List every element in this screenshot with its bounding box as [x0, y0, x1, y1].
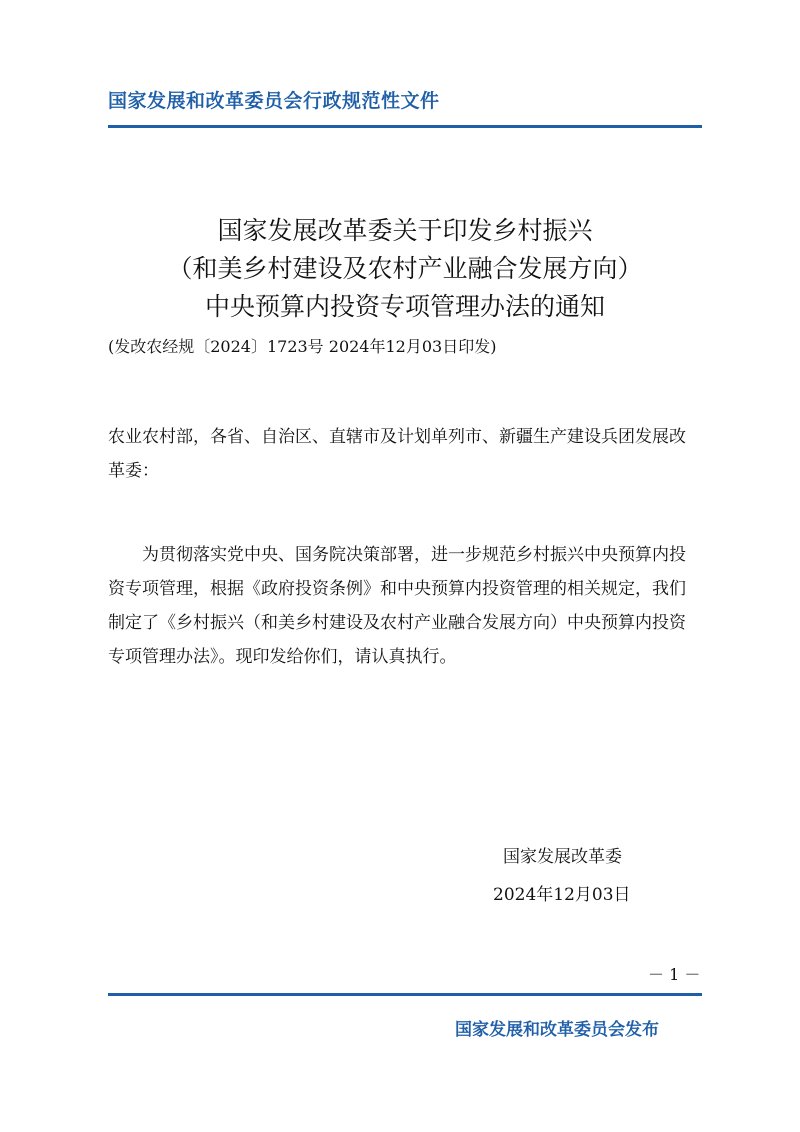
footer-divider	[108, 993, 702, 996]
header-title: 国家发展和改革委员会行政规范性文件	[108, 90, 440, 112]
title-line-2: （和美乡村建设及农村产业融合发展方向）	[167, 254, 643, 283]
footer-publisher: 国家发展和改革委员会发布	[455, 1020, 659, 1040]
page-number: － 1 －	[648, 965, 701, 984]
body-paragraph: 为贯彻落实党中央、国务院决策部署，进一步规范乡村振兴中央预算内投资专项管理，根据《政府投资条例》和中央预算内投资管理的相关规定，我们制定了《乡村振兴（和美乡村建设及农村产业融合发展方向）中央预算内投资专项管理办法》。现印发给你们，请认真执行。	[108, 545, 686, 667]
title-line-3: 中央预算内投资专项管理办法的通知	[204, 292, 605, 321]
document-number: (发改农经规〔2024〕1723号 2024年12月03日印发)	[108, 337, 497, 356]
addressee: 农业农村部，各省、自治区、直辖市及计划单列市、新疆生产建设兵团发展改革委：	[108, 427, 686, 481]
signature-date: 2024年12月03日	[493, 885, 631, 905]
signature-organization: 国家发展改革委	[503, 847, 622, 867]
header-divider	[108, 125, 702, 128]
document-title	[108, 212, 702, 326]
title-line-1: 国家发展改革委关于印发乡村振兴	[217, 216, 593, 245]
